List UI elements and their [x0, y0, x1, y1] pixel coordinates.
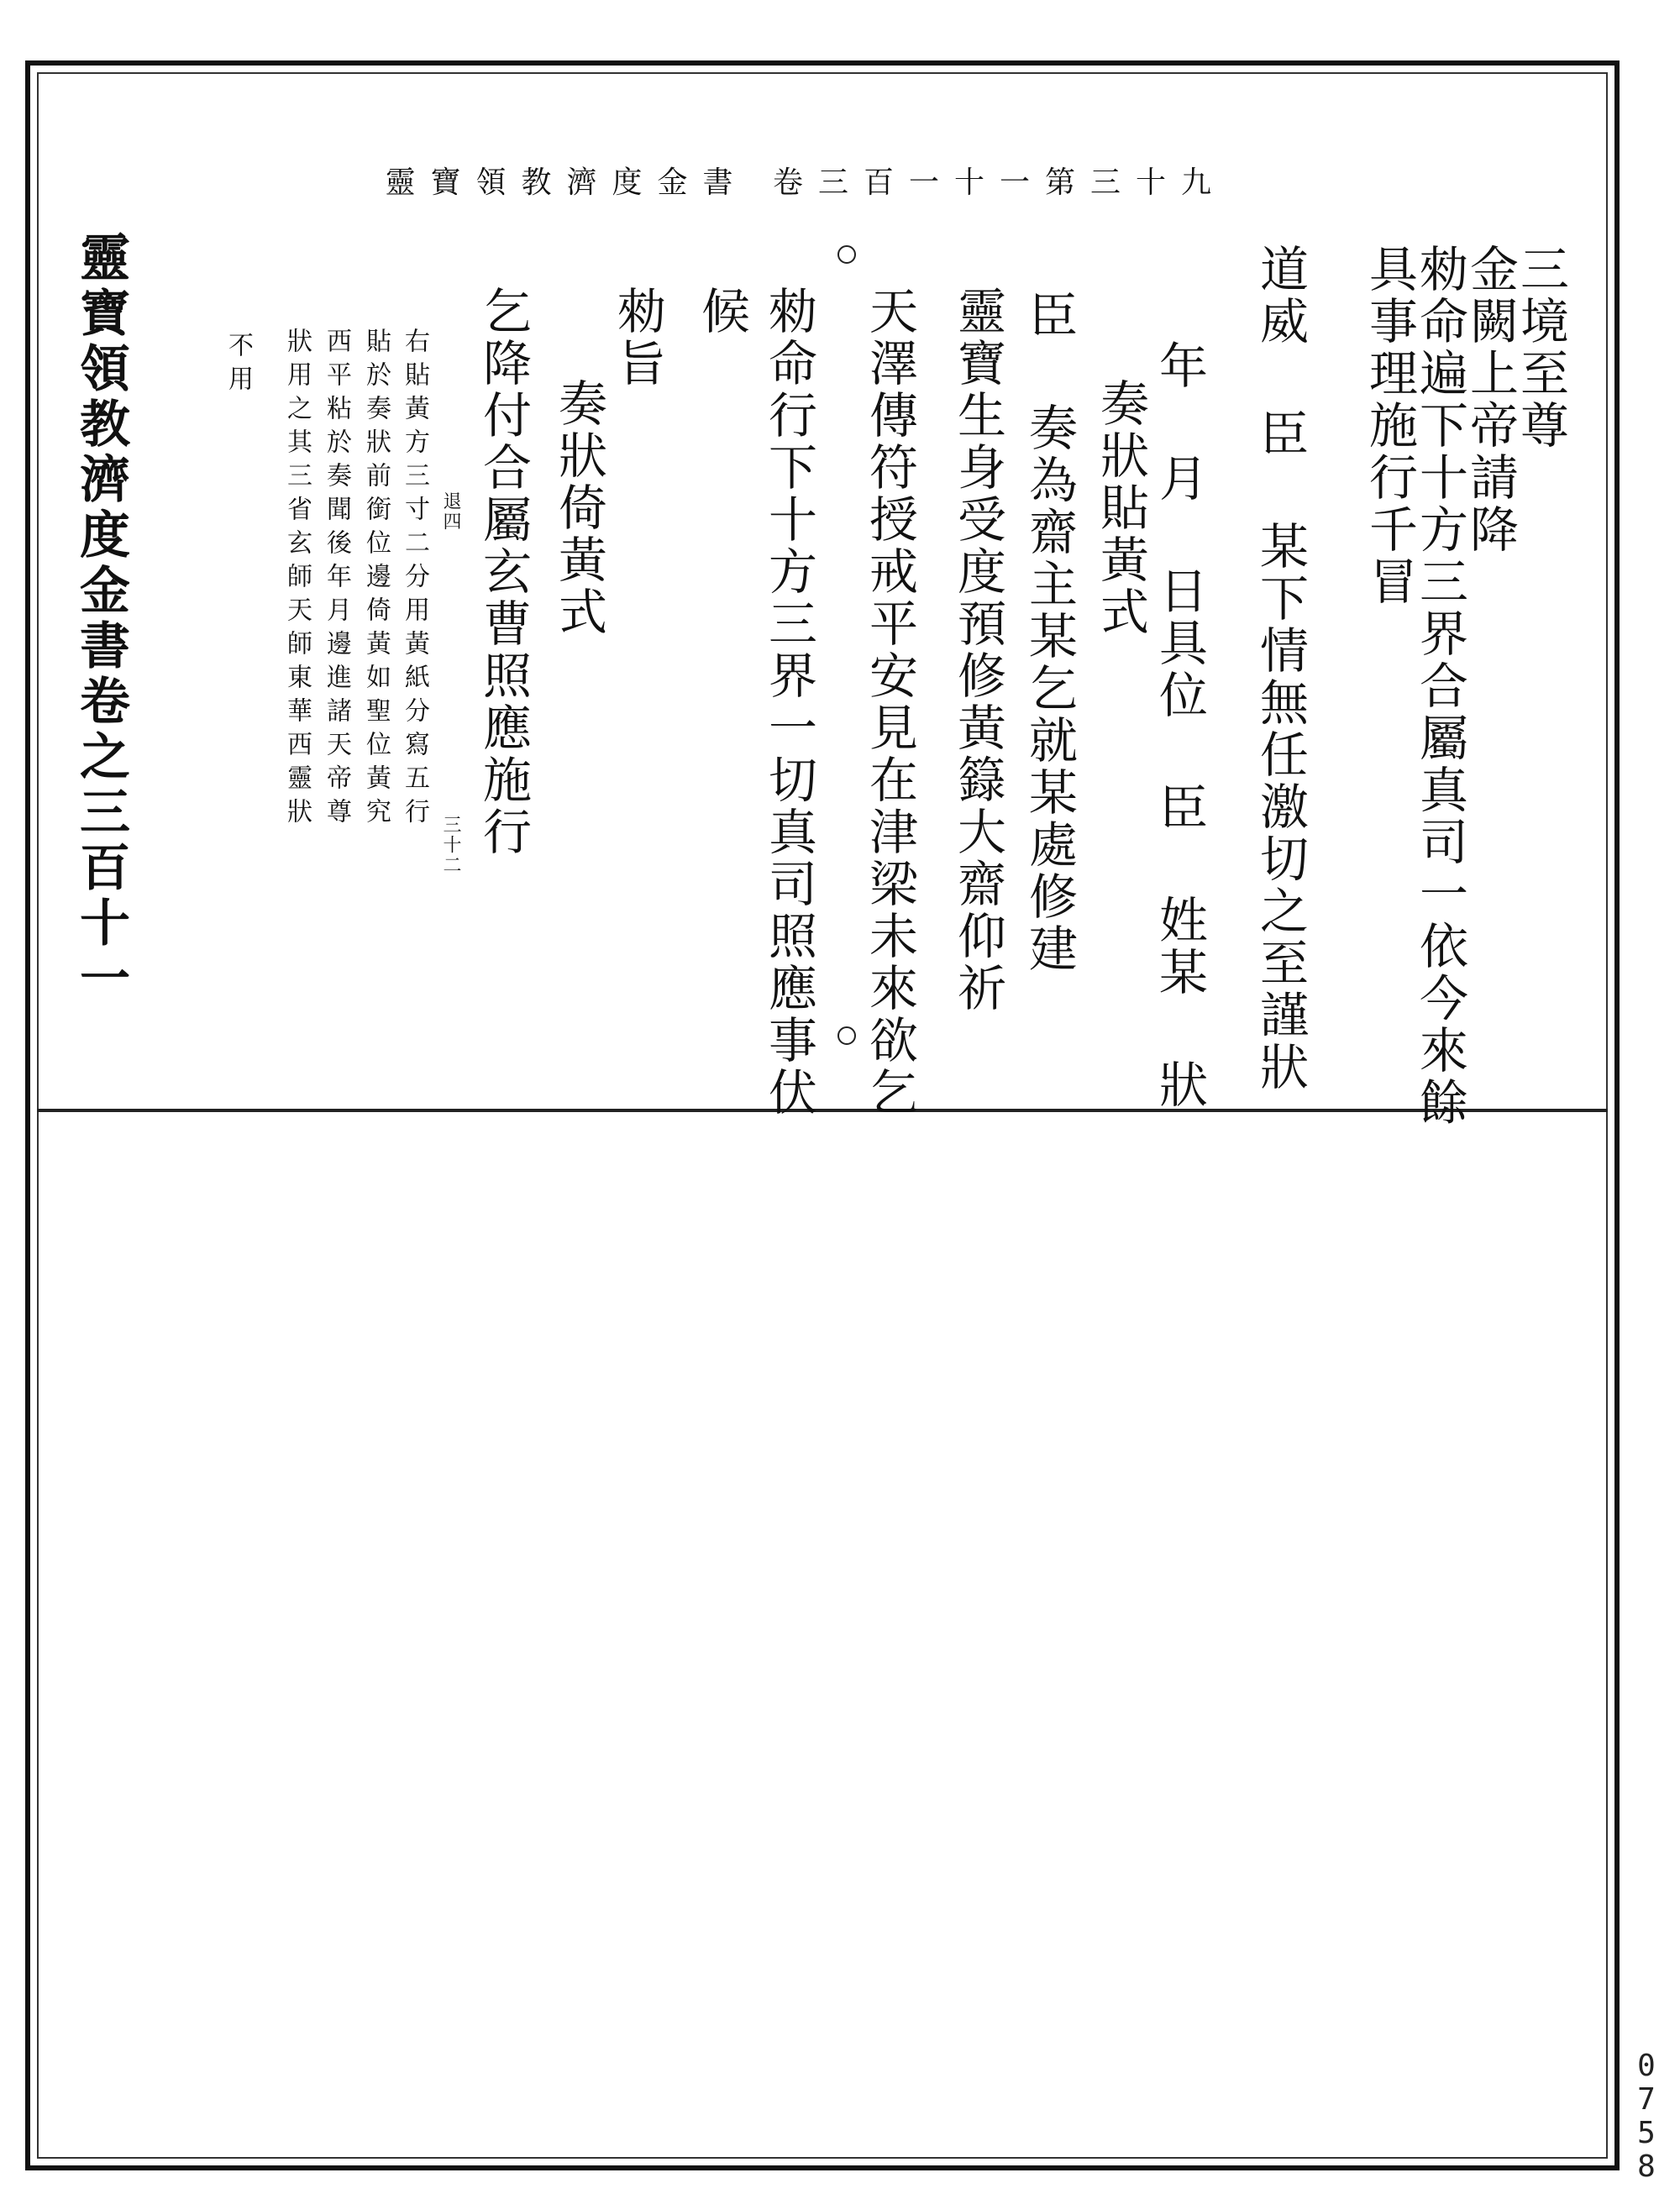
text-column-11: 勑命行下十方三界一切真司照應事伏 [760, 286, 817, 1119]
page-divider [37, 1109, 1608, 1112]
text-column-1: 三境至尊 [1512, 244, 1569, 452]
text-column-12: 候 [693, 286, 750, 338]
circle-marker-top [837, 245, 856, 264]
text-column-8: 臣 奏為齋主某乞就某處修建 [1021, 290, 1078, 975]
note-line-4: 狀用之其三省玄師天師東華西靈狀 [282, 328, 312, 832]
text-column-4: 具事理施行千冒 [1361, 244, 1418, 608]
text-column-7: 奏狀貼黃式 [1092, 378, 1149, 638]
note-line-5: 不用 [223, 332, 253, 399]
spine-title: 靈寶領教濟度金書卷之三百十一 [71, 231, 130, 1007]
circle-marker-bottom [837, 1026, 856, 1045]
text-column-6: 年 月 日具位 臣 姓某 狀 [1151, 340, 1208, 1111]
note-tail: 三十二 [440, 815, 461, 875]
note-header: 退四 [440, 491, 461, 532]
text-column-5: 道威 臣 某下情無任激切之至謹狀 [1252, 244, 1309, 1094]
note-line-1: 右貼黃方三寸二分用黃紙分寫五行 [400, 328, 429, 832]
running-header: 靈寶領教濟度金書 卷三百一十一第三十九 [385, 165, 1226, 200]
text-column-3: 勑命遍下十方三界合屬真司一依今來餘 [1411, 244, 1468, 1129]
text-column-15: 乞降付合屬玄曹照應施行 [475, 286, 532, 858]
text-column-10: 天澤傳符授戒平安見在津梁未來欲乞 [861, 286, 918, 1119]
text-column-2: 金闕上帝請降 [1462, 244, 1519, 556]
text-column-9: 靈寶生身受度預修黃籙大齋仰祈 [949, 286, 1006, 1015]
note-line-3: 西平粘於奏聞後年月邊進諸天帝尊 [322, 328, 351, 832]
page-number: 0 7 5 8 [1637, 2049, 1656, 2184]
note-line-2: 貼於奏狀前銜位邊倚黃如聖位黃究 [361, 328, 391, 832]
text-column-13: 勑旨 [609, 286, 666, 390]
text-column-14: 奏狀倚黃式 [550, 378, 607, 638]
